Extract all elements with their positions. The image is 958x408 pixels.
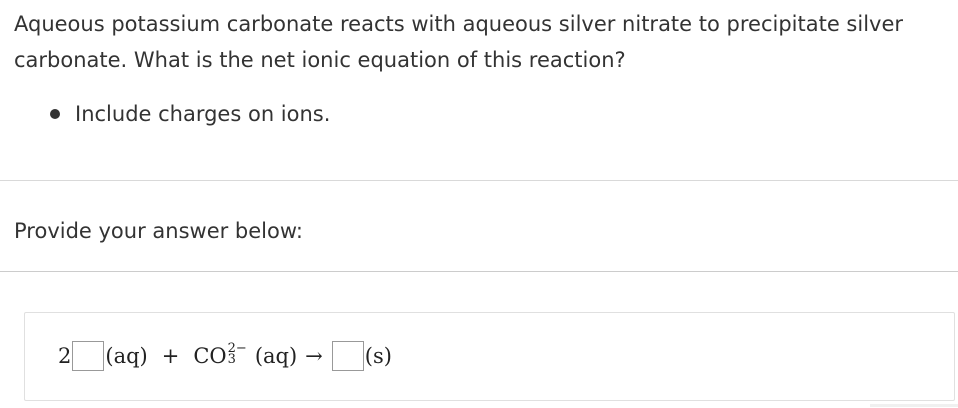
instruction-item xyxy=(48,99,330,129)
ion-charge: 2− xyxy=(227,341,247,356)
bullet-icon xyxy=(50,109,60,119)
cation-blank-input[interactable] xyxy=(72,341,104,371)
product-blank-input[interactable] xyxy=(332,341,364,371)
state-label-aq: (aq) xyxy=(254,344,298,368)
question-text: Aqueous potassium carbonate reacts with aqueous silver nitrate to precipitate silver carbonate. What is the net ionic equation of this reaction? xyxy=(14,12,904,72)
state-label-aq: (aq) xyxy=(105,344,148,368)
ion-formula: CO xyxy=(193,344,227,368)
net-ionic-equation xyxy=(58,339,392,373)
decorative-line xyxy=(870,404,958,407)
ion-subscript: 3 xyxy=(227,352,236,367)
answer-divider xyxy=(0,271,958,272)
section-divider xyxy=(0,180,958,181)
state-label-s: (s) xyxy=(364,344,392,368)
carbonate-ion xyxy=(193,341,247,368)
reaction-arrow: → xyxy=(305,344,323,368)
answer-heading: Provide your answer below: xyxy=(14,219,303,243)
coefficient: 2 xyxy=(58,344,72,368)
plus-sign: + xyxy=(161,344,180,368)
instruction-text: Include charges on ions. xyxy=(75,102,331,126)
instructions-list xyxy=(48,99,330,129)
answer-area xyxy=(24,312,955,401)
